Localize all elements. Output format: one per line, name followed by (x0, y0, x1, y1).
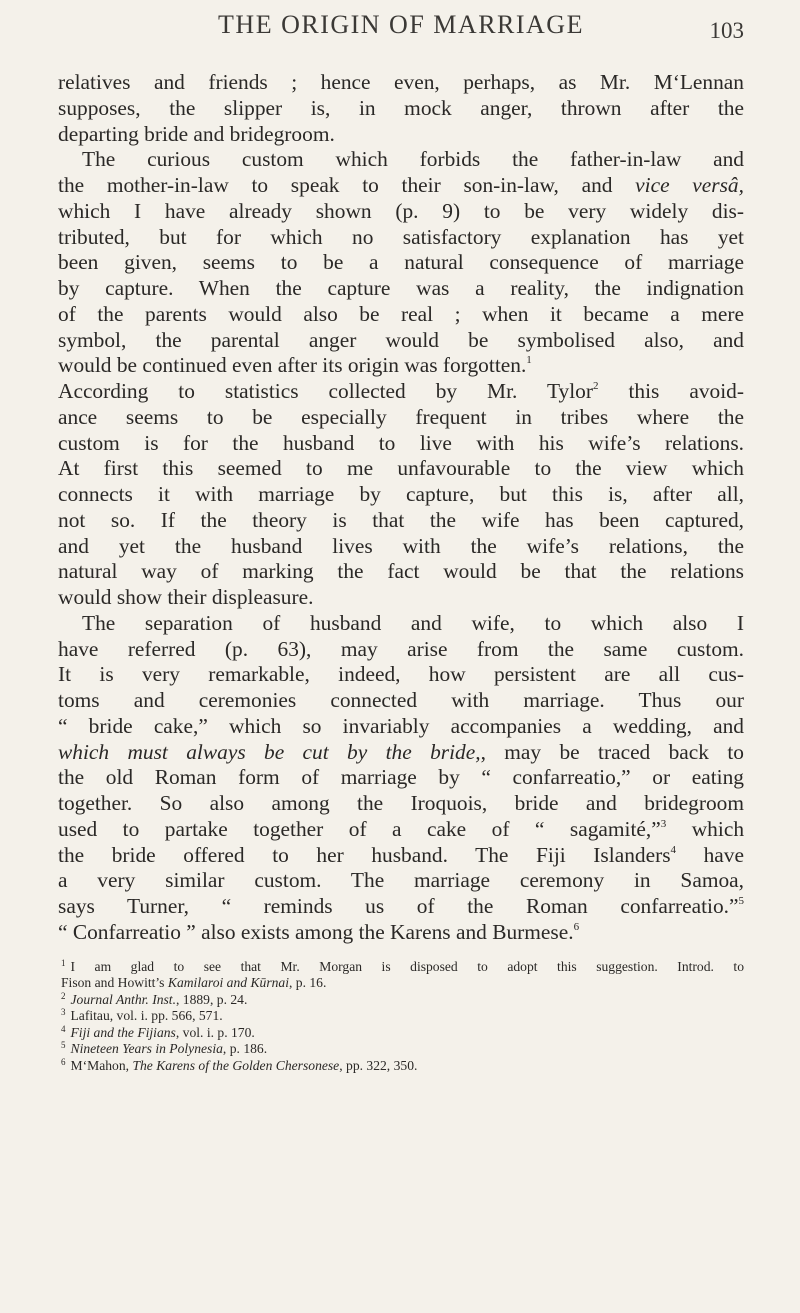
text-line: ance seems to be especially frequent in tribes where the (58, 404, 744, 429)
text-line: toms and ceremonies connected with marriage. Thus our (58, 688, 744, 712)
text-line: which I have already shown (p. 9) to be very widely dis- (58, 198, 744, 223)
footnote-mark: 4 (61, 1023, 66, 1034)
footnotes (58, 959, 744, 1075)
footnote-mark: 6 (61, 1056, 66, 1067)
footnote: $^2$ Journal Anthr. Inst., 1889, p. 24. (61, 990, 248, 1007)
running-title: THE ORIGIN OF MARRIAGE (218, 10, 584, 39)
page-number: 103 (709, 18, 744, 43)
text-line: departing bride and bridegroom. (58, 121, 335, 146)
text-line: together. So also among the Iroquois, bride and bridegroom (58, 791, 744, 815)
text-line: relatives and friends ; hence even, perhaps, as Mr. M‘Lennan (58, 70, 744, 94)
text-line: “ bride cake,” which so invariably accompanies a wedding, and (58, 713, 744, 738)
text-line: have referred (p. 63), may arise from the same custom. (58, 636, 744, 661)
text-line: by capture. When the capture was a reality, the indignation (58, 276, 744, 300)
text-line: tributed, but for which no satisfactory explanation has yet (58, 224, 744, 249)
text-line: of the parents would also be real ; when it became a mere (58, 301, 744, 326)
text-line: At first this seemed to me unfavourable to the view which (58, 456, 744, 481)
text-line: the old Roman form of marriage by “ confarreatio,” or eating (58, 765, 744, 790)
text-line: not so. If the theory is that the wife has been captured, (58, 507, 744, 532)
text-line: The separation of husband and wife, to which also I (82, 610, 744, 635)
footnote: $^6$ M‘Mahon, The Karens of the Golden Chersonese, pp. 322, 350. (61, 1056, 418, 1073)
text-line: the mother-in-law to speak to their son-in-law, and vice versâ, (58, 173, 744, 197)
footnote: $^3$ Lafitau, vol. i. pp. 566, 571. (61, 1007, 223, 1023)
text-line: which must always be cut by the bride,, may be traced back to (58, 739, 744, 764)
footnote-mark: 1 (61, 957, 66, 968)
text-line: says Turner, “ reminds us of the Roman confarreatio.”$^5$ (58, 894, 744, 918)
text-line: According to statistics collected by Mr. Tylor$^2$ this avoid- (58, 379, 745, 403)
footnote: $^4$ Fiji and the Fijians, vol. i. p. 170. (61, 1023, 255, 1040)
footnote-ref: 6 (573, 920, 580, 933)
text-line: custom is for the husband to live with his wife’s relations. (58, 430, 744, 455)
footnote-mark: 2 (61, 990, 66, 1001)
footnote-ref: 4 (670, 843, 677, 856)
text-line: “ Confarreatio ” also exists among the Karens and Burmese.$^6$ (58, 919, 580, 944)
text-line: The curious custom which forbids the father-in-law and (82, 147, 744, 172)
footnote-ref: 2 (593, 380, 599, 392)
text-line: natural way of marking the fact would be that the relations (58, 559, 744, 584)
text-line: supposes, the slipper is, in mock anger, thrown after the (58, 95, 744, 120)
footnote-ref: 5 (738, 895, 744, 907)
text-line: It is very remarkable, indeed, how persistent are all cus- (58, 662, 744, 687)
text-line: and yet the husband lives with the wife’s relations, the (58, 533, 744, 558)
text-line: a very similar custom. The marriage ceremony in Samoa, (58, 868, 744, 893)
footnote-continuation: Fison and Howitt’s Kamilaroi and Kūrnai, p. 16. (61, 975, 327, 990)
book-page (58, 10, 744, 1074)
footnote-ref: 1 (526, 354, 532, 367)
text-line: would show their displeasure. (58, 585, 314, 609)
footnote: $^5$ Nineteen Years in Polynesia, p. 186. (61, 1040, 268, 1056)
body-text (58, 70, 744, 946)
footnote: $^1$ I am glad to see that Mr. Morgan is disposed to adopt this suggestion. Introd. to (61, 957, 744, 974)
footnote-ref: 3 (660, 817, 667, 830)
text-line: would be continued even after its origin was forgotten.$^1$ (58, 353, 532, 378)
text-line: used to partake together of a cake of “ sagamité,”$^3$ which (58, 816, 745, 841)
footnote-mark: 5 (61, 1040, 66, 1050)
text-line: symbol, the parental anger would be symbolised also, and (58, 327, 744, 352)
text-line: the bride offered to her husband. The Fiji Islanders$^4$ have (58, 842, 744, 867)
footnote-mark: 3 (61, 1007, 66, 1017)
text-line: connects it with marriage by capture, but this is, after all, (58, 482, 744, 506)
text-line: been given, seems to be a natural consequence of marriage (58, 250, 744, 275)
running-head (58, 10, 744, 70)
